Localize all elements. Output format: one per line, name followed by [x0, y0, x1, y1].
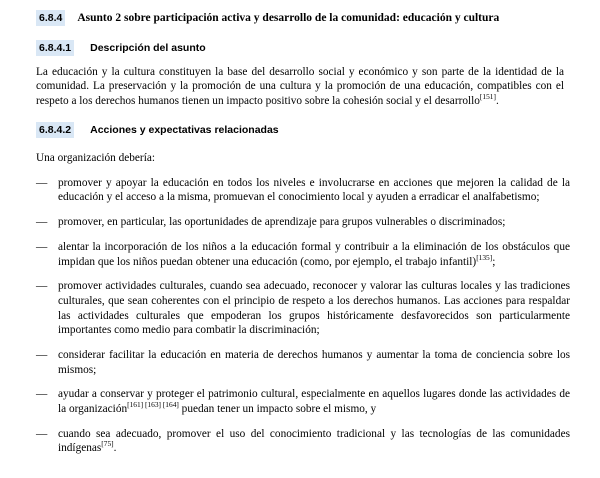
list-item [36, 215, 570, 230]
list-item [36, 387, 570, 416]
section-heading-6-8-4-1 [0, 40, 600, 56]
dash-bullet: — [36, 388, 48, 401]
description-paragraph [36, 65, 564, 108]
list-item-tail: puedan tener un impacto sobre el mismo, y [178, 402, 377, 415]
list-item [36, 348, 570, 377]
list-item-tail: ; [492, 255, 496, 268]
dash-bullet: — [36, 176, 48, 189]
actions-list [0, 176, 600, 456]
list-item-text [58, 427, 570, 456]
document-page [0, 10, 600, 478]
list-item [36, 279, 570, 338]
list-item-text [58, 240, 570, 269]
footnote-ref: [151] [479, 92, 496, 102]
list-item-text: promover, en particular, las oportunidades de aprendizaje para grupos vulnerables o discriminados; [58, 216, 506, 229]
list-item-body: alentar la incorporación de los niños a la educación formal y contribuir a la eliminación de los obstáculos que impidan que los niños puedan obtener una educación (como, por ejemplo, el trabajo infantil) [58, 240, 570, 268]
description-paragraph-text: La educación y la cultura constituyen la base del desarrollo social y económico y son parte de la identidad de la comunidad. La preservación y la promoción de una cultura y la promoción de una educación, compatibles con el respeto a los derechos humanos tienen un impacto positivo sobre la cohesión social y el desarrollo [36, 66, 564, 107]
list-item-body: cuando sea adecuado, promover el uso del conocimiento tradicional y las tecnologías de las comunidades indígenas [58, 427, 570, 455]
subsection-title: Descripción del asunto [90, 42, 206, 54]
list-item-tail: . [113, 442, 117, 455]
subsection-number: 6.8.4.1 [36, 40, 74, 56]
list-item-text [58, 387, 570, 416]
list-item [36, 176, 570, 205]
section-number: 6.8.4 [36, 10, 65, 26]
list-item [36, 240, 570, 269]
list-item-body: ayudar a conservar y proteger el patrimonio cultural, especialmente en aquellos lugares donde las actividades de la organización [58, 388, 570, 415]
dash-bullet: — [36, 427, 48, 440]
dash-bullet: — [36, 348, 48, 361]
list-item-text: promover actividades culturales, cuando sea adecuado, reconocer y valorar las culturas locales y las tradiciones culturales, que sean coherentes con el principio de respeto a los derechos humanos. Las acciones para respaldar las actividades culturales que empoderan los grupos históricamente desfavorecidos son particularmente importantes como medio para combatir la discriminación; [58, 280, 570, 337]
section-heading-6-8-4 [0, 10, 600, 26]
dash-bullet: — [36, 216, 48, 229]
footnote-ref: [135] [476, 252, 493, 262]
list-item-text: promover y apoyar la educación en todos los niveles e involucrarse en acciones que mejoren la calidad de la educación y el acceso a la misma, promuevan el conocimiento local y ayuden a erradicar el analfabetismo; [58, 176, 570, 204]
footnote-ref: [161] [163] [164] [127, 400, 179, 410]
list-item [36, 427, 570, 456]
section-heading-6-8-4-2 [0, 122, 600, 138]
section-title: Asunto 2 sobre participación activa y desarrollo de la comunidad: educación y cultura [77, 12, 500, 24]
dash-bullet: — [36, 280, 48, 293]
description-paragraph-end: . [495, 94, 499, 107]
subsection-number-2: 6.8.4.2 [36, 122, 74, 138]
dash-bullet: — [36, 240, 48, 253]
list-item-text: considerar facilitar la educación en materia de derechos humanos y aumentar la toma de conciencia sobre los mismos; [58, 348, 570, 376]
subsection-title-2: Acciones y expectativas relacionadas [90, 124, 279, 137]
list-lead-in: Una organización debería: [36, 152, 155, 165]
footnote-ref: [75] [101, 439, 114, 449]
